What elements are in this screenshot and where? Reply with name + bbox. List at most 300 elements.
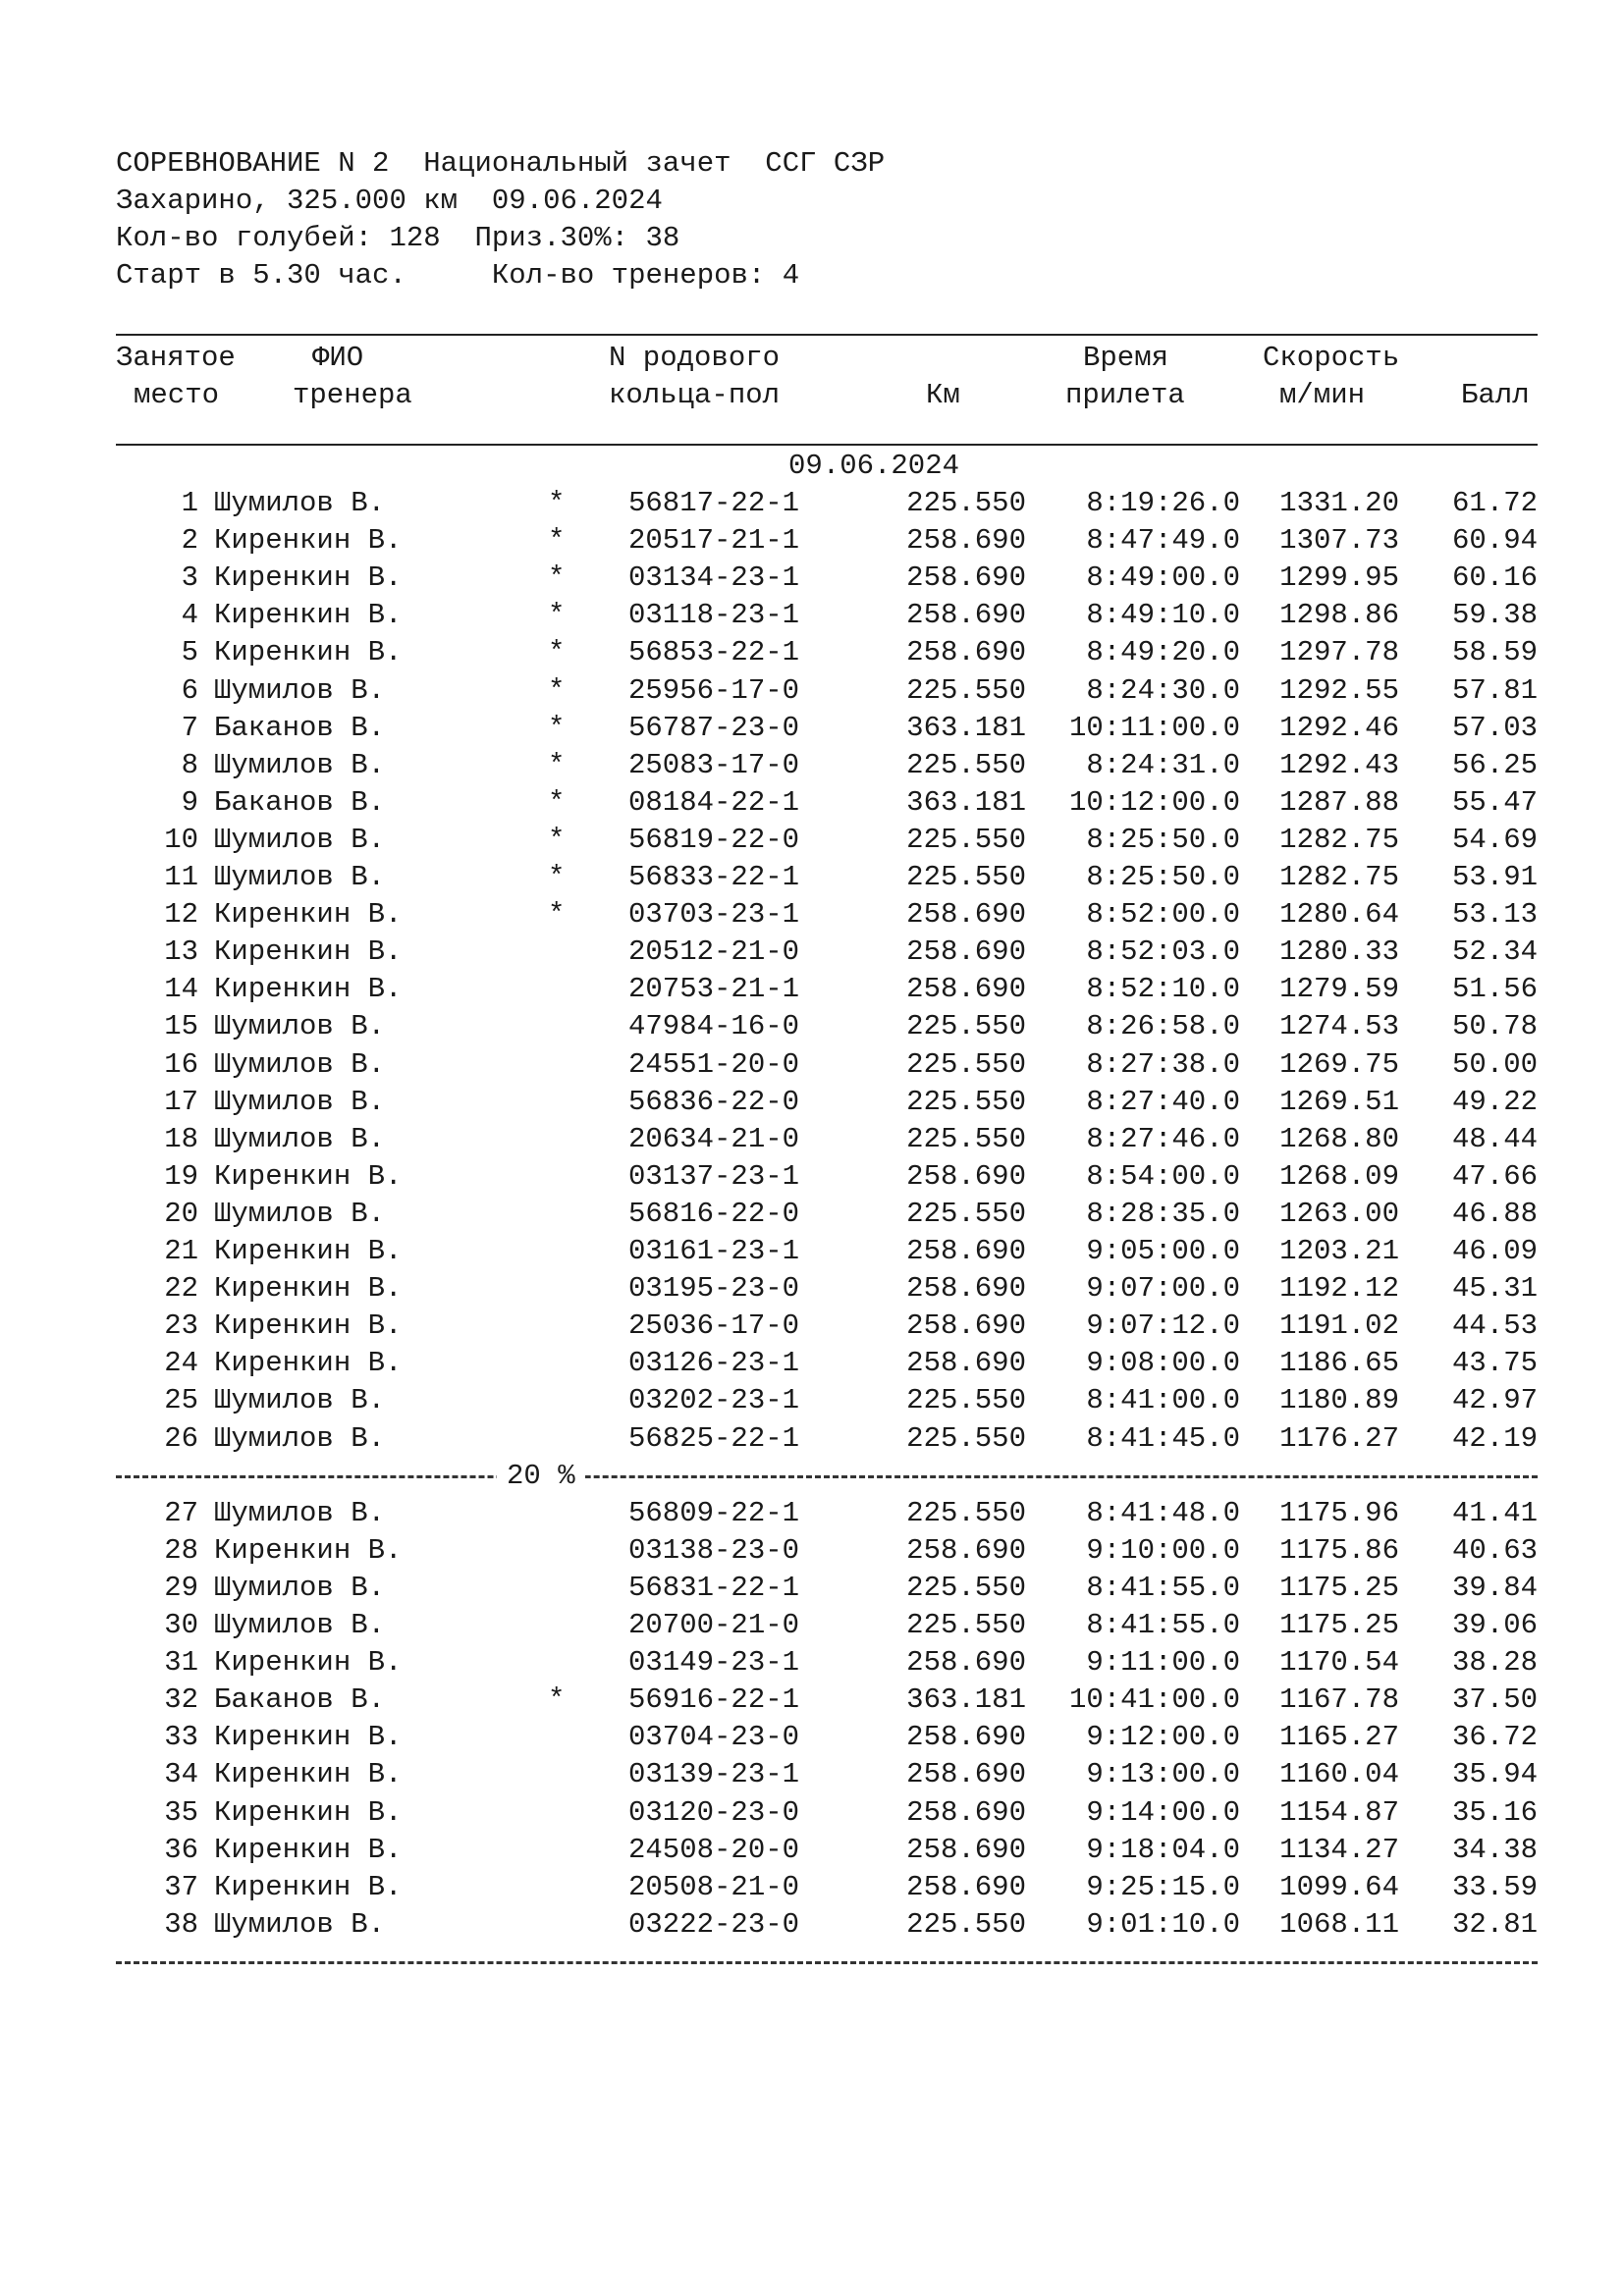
header-bottom-rule bbox=[116, 444, 1538, 446]
place-cell: 12 bbox=[164, 898, 198, 932]
points-cell: 44.53 bbox=[1451, 1309, 1538, 1343]
distance-cell: 258.690 bbox=[906, 1758, 1026, 1791]
arrival-time-cell: 8:26:58.0 bbox=[1086, 1010, 1240, 1043]
arrival-time-cell: 9:08:00.0 bbox=[1086, 1347, 1240, 1380]
ring-number-cell: 56833-22-1 bbox=[628, 861, 800, 893]
place-cell: 38 bbox=[164, 1907, 198, 1941]
distance-cell: 225.550 bbox=[906, 487, 1026, 519]
star-marker-cell: * bbox=[548, 673, 566, 707]
arrival-time-cell: 9:12:00.0 bbox=[1086, 1721, 1240, 1754]
arrival-time-cell: 8:41:45.0 bbox=[1086, 1421, 1240, 1455]
ring-number-cell: 20634-21-0 bbox=[628, 1122, 800, 1155]
star-marker-cell: * bbox=[548, 785, 566, 819]
table-row bbox=[116, 485, 1540, 522]
arrival-time-cell: 8:49:10.0 bbox=[1086, 599, 1240, 632]
place-cell: 2 bbox=[181, 524, 198, 558]
points-cell: 43.75 bbox=[1451, 1347, 1538, 1380]
arrival-time-cell: 8:25:50.0 bbox=[1086, 823, 1240, 856]
table-row bbox=[116, 1869, 1540, 1906]
table-row bbox=[116, 1756, 1540, 1793]
table-row bbox=[116, 1906, 1540, 1944]
place-cell: 4 bbox=[181, 599, 198, 632]
table-row bbox=[116, 747, 1540, 784]
arrival-time-cell: 9:13:00.0 bbox=[1086, 1758, 1240, 1791]
speed-cell: 1282.75 bbox=[1279, 861, 1399, 893]
distance-cell: 258.690 bbox=[906, 973, 1026, 1006]
top-rule bbox=[116, 334, 1538, 336]
points-cell: 53.91 bbox=[1451, 861, 1538, 893]
distance-cell: 258.690 bbox=[906, 1870, 1026, 1903]
points-cell: 34.38 bbox=[1451, 1833, 1538, 1866]
points-cell: 61.72 bbox=[1451, 487, 1538, 519]
distance-cell: 363.181 bbox=[906, 1683, 1026, 1717]
speed-cell: 1186.65 bbox=[1279, 1347, 1399, 1380]
ring-number-cell: 03703-23-1 bbox=[628, 898, 800, 932]
ring-number-cell: 56817-22-1 bbox=[628, 487, 800, 519]
speed-cell: 1175.86 bbox=[1279, 1533, 1399, 1567]
distance-cell: 225.550 bbox=[906, 1609, 1026, 1641]
ring-number-cell: 08184-22-1 bbox=[628, 785, 800, 819]
place-cell: 16 bbox=[164, 1047, 198, 1081]
trainer-name-cell: Шумилов В. bbox=[214, 1421, 386, 1455]
points-cell: 39.84 bbox=[1451, 1571, 1538, 1604]
points-cell: 32.81 bbox=[1451, 1907, 1538, 1941]
ring-number-cell: 03120-23-0 bbox=[628, 1795, 800, 1829]
ring-number-cell: 03126-23-1 bbox=[628, 1347, 800, 1380]
trainer-name-cell: Киренкин В. bbox=[214, 524, 403, 558]
star-marker-cell: * bbox=[548, 524, 566, 558]
distance-cell: 225.550 bbox=[906, 1496, 1026, 1529]
arrival-time-cell: 8:49:20.0 bbox=[1086, 636, 1240, 669]
end-separator-dashes bbox=[116, 1961, 1538, 1964]
date-label: 09.06.2024 bbox=[787, 450, 960, 482]
place-cell: 18 bbox=[164, 1122, 198, 1155]
distance-cell: 225.550 bbox=[906, 1907, 1026, 1941]
speed-cell: 1176.27 bbox=[1279, 1421, 1399, 1455]
distance-cell: 258.690 bbox=[906, 1309, 1026, 1343]
arrival-time-cell: 8:54:00.0 bbox=[1086, 1159, 1240, 1193]
speed-cell: 1068.11 bbox=[1279, 1907, 1399, 1941]
results-document bbox=[116, 145, 1540, 1941]
col-place-line2: место bbox=[134, 379, 220, 411]
trainer-name-cell: Шумилов В. bbox=[214, 1907, 386, 1941]
arrival-time-cell: 8:41:55.0 bbox=[1086, 1571, 1240, 1604]
points-cell: 49.22 bbox=[1451, 1085, 1538, 1118]
points-cell: 38.28 bbox=[1451, 1646, 1538, 1680]
speed-cell: 1268.09 bbox=[1279, 1159, 1399, 1193]
arrival-time-cell: 9:05:00.0 bbox=[1086, 1235, 1240, 1267]
place-cell: 36 bbox=[164, 1833, 198, 1866]
percent-separator bbox=[116, 1458, 1540, 1495]
distance-cell: 258.690 bbox=[906, 1347, 1026, 1380]
place-cell: 35 bbox=[164, 1795, 198, 1829]
place-cell: 10 bbox=[164, 823, 198, 856]
trainer-name-cell: Шумилов В. bbox=[214, 1010, 386, 1043]
place-cell: 31 bbox=[164, 1646, 198, 1680]
table-row bbox=[116, 1532, 1540, 1570]
table-row bbox=[116, 971, 1540, 1008]
points-cell: 35.16 bbox=[1451, 1795, 1538, 1829]
trainer-name-cell: Шумилов В. bbox=[214, 1571, 386, 1604]
arrival-time-cell: 8:41:55.0 bbox=[1086, 1609, 1240, 1641]
points-cell: 46.09 bbox=[1451, 1235, 1538, 1267]
arrival-time-cell: 8:19:26.0 bbox=[1086, 487, 1240, 519]
speed-cell: 1292.55 bbox=[1279, 673, 1399, 707]
trainer-name-cell: Киренкин В. bbox=[214, 1721, 403, 1754]
distance-cell: 225.550 bbox=[906, 1047, 1026, 1081]
points-cell: 47.66 bbox=[1451, 1159, 1538, 1193]
star-marker-cell: * bbox=[548, 487, 566, 519]
arrival-time-cell: 8:24:30.0 bbox=[1086, 673, 1240, 707]
trainer-name-cell: Шумилов В. bbox=[214, 1197, 386, 1230]
speed-cell: 1154.87 bbox=[1279, 1795, 1399, 1829]
trainer-name-cell: Шумилов В. bbox=[214, 1496, 386, 1529]
distance-cell: 225.550 bbox=[906, 1085, 1026, 1118]
col-name-line1: ФИО bbox=[312, 342, 364, 374]
ring-number-cell: 03118-23-1 bbox=[628, 599, 800, 632]
ring-number-cell: 47984-16-0 bbox=[628, 1010, 800, 1043]
points-cell: 40.63 bbox=[1451, 1533, 1538, 1567]
points-cell: 39.06 bbox=[1451, 1609, 1538, 1641]
trainer-name-cell: Баканов В. bbox=[214, 1683, 386, 1717]
points-cell: 53.13 bbox=[1451, 898, 1538, 932]
arrival-time-cell: 8:49:00.0 bbox=[1086, 561, 1240, 595]
points-cell: 60.94 bbox=[1451, 524, 1538, 558]
distance-cell: 258.690 bbox=[906, 1795, 1026, 1829]
table-row bbox=[116, 1308, 1540, 1345]
points-cell: 57.81 bbox=[1451, 673, 1538, 707]
distance-cell: 225.550 bbox=[906, 1421, 1026, 1455]
table-row bbox=[116, 1607, 1540, 1644]
speed-cell: 1175.25 bbox=[1279, 1571, 1399, 1604]
trainer-name-cell: Киренкин В. bbox=[214, 599, 403, 632]
table-row bbox=[116, 1495, 1540, 1532]
points-cell: 42.19 bbox=[1451, 1421, 1538, 1455]
star-marker-cell: * bbox=[548, 823, 566, 856]
table-row bbox=[116, 1420, 1540, 1458]
table-row bbox=[116, 634, 1540, 671]
col-speed-line2: м/мин bbox=[1279, 379, 1366, 411]
ring-number-cell: 25083-17-0 bbox=[628, 748, 800, 781]
trainer-name-cell: Баканов В. bbox=[214, 785, 386, 819]
table-row bbox=[116, 1382, 1540, 1419]
arrival-time-cell: 8:52:10.0 bbox=[1086, 973, 1240, 1006]
points-cell: 54.69 bbox=[1451, 823, 1538, 856]
table-row bbox=[116, 822, 1540, 859]
distance-cell: 225.550 bbox=[906, 861, 1026, 893]
trainer-name-cell: Шумилов В. bbox=[214, 673, 386, 707]
ring-number-cell: 03134-23-1 bbox=[628, 561, 800, 595]
trainer-name-cell: Шумилов В. bbox=[214, 1122, 386, 1155]
ring-number-cell: 25956-17-0 bbox=[628, 673, 800, 707]
ring-number-cell: 03202-23-1 bbox=[628, 1384, 800, 1417]
place-cell: 26 bbox=[164, 1421, 198, 1455]
table-row bbox=[116, 1270, 1540, 1308]
place-cell: 33 bbox=[164, 1721, 198, 1754]
trainer-name-cell: Киренкин В. bbox=[214, 1272, 403, 1306]
place-cell: 14 bbox=[164, 973, 198, 1006]
arrival-time-cell: 9:11:00.0 bbox=[1086, 1646, 1240, 1680]
trainer-name-cell: Киренкин В. bbox=[214, 1533, 403, 1567]
ring-number-cell: 03138-23-0 bbox=[628, 1533, 800, 1567]
table-row bbox=[116, 560, 1540, 597]
arrival-time-cell: 8:52:03.0 bbox=[1086, 935, 1240, 969]
place-cell: 22 bbox=[164, 1272, 198, 1306]
arrival-time-cell: 8:27:40.0 bbox=[1086, 1085, 1240, 1118]
arrival-time-cell: 9:10:00.0 bbox=[1086, 1533, 1240, 1567]
table-row bbox=[116, 1196, 1540, 1233]
place-cell: 20 bbox=[164, 1197, 198, 1230]
separator-label: 20 % bbox=[497, 1458, 585, 1495]
points-cell: 46.88 bbox=[1451, 1197, 1538, 1230]
place-cell: 9 bbox=[181, 785, 198, 819]
table-row bbox=[116, 1008, 1540, 1045]
distance-cell: 258.690 bbox=[906, 1159, 1026, 1193]
place-cell: 8 bbox=[181, 748, 198, 781]
ring-number-cell: 56853-22-1 bbox=[628, 636, 800, 669]
place-cell: 27 bbox=[164, 1496, 198, 1529]
trainer-name-cell: Киренкин В. bbox=[214, 1309, 403, 1343]
arrival-time-cell: 8:28:35.0 bbox=[1086, 1197, 1240, 1230]
points-cell: 35.94 bbox=[1451, 1758, 1538, 1791]
speed-cell: 1287.88 bbox=[1279, 785, 1399, 819]
ring-number-cell: 03137-23-1 bbox=[628, 1159, 800, 1193]
ring-number-cell: 56819-22-0 bbox=[628, 823, 800, 856]
points-cell: 33.59 bbox=[1451, 1870, 1538, 1903]
speed-cell: 1282.75 bbox=[1279, 823, 1399, 856]
arrival-time-cell: 10:12:00.0 bbox=[1068, 785, 1240, 819]
speed-cell: 1134.27 bbox=[1279, 1833, 1399, 1866]
distance-cell: 258.690 bbox=[906, 935, 1026, 969]
ring-number-cell: 20700-21-0 bbox=[628, 1609, 800, 1641]
place-cell: 6 bbox=[181, 673, 198, 707]
distance-cell: 258.690 bbox=[906, 599, 1026, 632]
trainer-name-cell: Шумилов В. bbox=[214, 1609, 386, 1641]
points-cell: 52.34 bbox=[1451, 935, 1538, 969]
table-row bbox=[116, 784, 1540, 822]
arrival-time-cell: 8:41:48.0 bbox=[1086, 1496, 1240, 1529]
col-time-line1: Время bbox=[1083, 342, 1169, 374]
ring-number-cell: 03222-23-0 bbox=[628, 1907, 800, 1941]
points-cell: 50.00 bbox=[1451, 1047, 1538, 1081]
speed-cell: 1274.53 bbox=[1279, 1010, 1399, 1043]
speed-cell: 1175.25 bbox=[1279, 1609, 1399, 1641]
header-line-3: Кол-во голубей: 128 Приз.30%: 38 bbox=[116, 222, 680, 254]
place-cell: 7 bbox=[181, 711, 198, 744]
distance-cell: 258.690 bbox=[906, 1721, 1026, 1754]
table-row bbox=[116, 1046, 1540, 1084]
distance-cell: 258.690 bbox=[906, 1272, 1026, 1306]
table-row bbox=[116, 710, 1540, 747]
arrival-time-cell: 9:25:15.0 bbox=[1086, 1870, 1240, 1903]
trainer-name-cell: Киренкин В. bbox=[214, 1646, 403, 1680]
place-cell: 15 bbox=[164, 1010, 198, 1043]
table-row bbox=[116, 1570, 1540, 1607]
speed-cell: 1180.89 bbox=[1279, 1384, 1399, 1417]
separator-dashes bbox=[116, 1475, 1538, 1478]
place-cell: 37 bbox=[164, 1870, 198, 1903]
arrival-time-cell: 9:07:00.0 bbox=[1086, 1272, 1240, 1306]
points-cell: 59.38 bbox=[1451, 599, 1538, 632]
header-line-4: Старт в 5.30 час. Кол-во тренеров: 4 bbox=[116, 259, 800, 292]
table-row bbox=[116, 859, 1540, 896]
place-cell: 25 bbox=[164, 1384, 198, 1417]
distance-cell: 258.690 bbox=[906, 524, 1026, 558]
table-row bbox=[116, 1084, 1540, 1121]
ring-number-cell: 20508-21-0 bbox=[628, 1870, 800, 1903]
distance-cell: 258.690 bbox=[906, 561, 1026, 595]
col-speed-line1: Скорость bbox=[1263, 342, 1400, 374]
star-marker-cell: * bbox=[548, 561, 566, 595]
points-cell: 50.78 bbox=[1451, 1010, 1538, 1043]
speed-cell: 1160.04 bbox=[1279, 1758, 1399, 1791]
trainer-name-cell: Киренкин В. bbox=[214, 1758, 403, 1791]
arrival-time-cell: 8:41:00.0 bbox=[1086, 1384, 1240, 1417]
speed-cell: 1167.78 bbox=[1279, 1683, 1399, 1717]
distance-cell: 258.690 bbox=[906, 1235, 1026, 1267]
distance-cell: 225.550 bbox=[906, 1010, 1026, 1043]
header-line-2: Захарино, 325.000 км 09.06.2024 bbox=[116, 185, 663, 217]
arrival-time-cell: 9:14:00.0 bbox=[1086, 1795, 1240, 1829]
arrival-time-cell: 8:47:49.0 bbox=[1086, 524, 1240, 558]
trainer-name-cell: Киренкин В. bbox=[214, 935, 403, 969]
distance-cell: 258.690 bbox=[906, 636, 1026, 669]
trainer-name-cell: Киренкин В. bbox=[214, 636, 403, 669]
col-points: Балл bbox=[1461, 379, 1530, 411]
speed-cell: 1280.33 bbox=[1279, 935, 1399, 969]
distance-cell: 225.550 bbox=[906, 1384, 1026, 1417]
arrival-time-cell: 8:27:38.0 bbox=[1086, 1047, 1240, 1081]
ring-number-cell: 25036-17-0 bbox=[628, 1309, 800, 1343]
ring-number-cell: 20753-21-1 bbox=[628, 973, 800, 1006]
place-cell: 17 bbox=[164, 1085, 198, 1118]
speed-cell: 1292.46 bbox=[1279, 711, 1399, 744]
points-cell: 55.47 bbox=[1451, 785, 1538, 819]
speed-cell: 1299.95 bbox=[1279, 561, 1399, 595]
table-row bbox=[116, 934, 1540, 971]
arrival-time-cell: 10:41:00.0 bbox=[1068, 1683, 1240, 1717]
speed-cell: 1331.20 bbox=[1279, 487, 1399, 519]
table-row bbox=[116, 1345, 1540, 1382]
distance-cell: 363.181 bbox=[906, 711, 1026, 744]
place-cell: 21 bbox=[164, 1235, 198, 1267]
arrival-time-cell: 9:01:10.0 bbox=[1086, 1907, 1240, 1941]
place-cell: 13 bbox=[164, 935, 198, 969]
ring-number-cell: 56787-23-0 bbox=[628, 711, 800, 744]
distance-cell: 363.181 bbox=[906, 785, 1026, 819]
distance-cell: 225.550 bbox=[906, 673, 1026, 707]
ring-number-cell: 20517-21-1 bbox=[628, 524, 800, 558]
speed-cell: 1292.43 bbox=[1279, 748, 1399, 781]
distance-cell: 225.550 bbox=[906, 823, 1026, 856]
points-cell: 58.59 bbox=[1451, 636, 1538, 669]
points-cell: 51.56 bbox=[1451, 973, 1538, 1006]
speed-cell: 1263.00 bbox=[1279, 1197, 1399, 1230]
place-cell: 19 bbox=[164, 1159, 198, 1193]
ring-number-cell: 56809-22-1 bbox=[628, 1496, 800, 1529]
trainer-name-cell: Шумилов В. bbox=[214, 1384, 386, 1417]
ring-number-cell: 03149-23-1 bbox=[628, 1646, 800, 1680]
arrival-time-cell: 8:27:46.0 bbox=[1086, 1122, 1240, 1155]
trainer-name-cell: Киренкин В. bbox=[214, 1870, 403, 1903]
speed-cell: 1175.96 bbox=[1279, 1496, 1399, 1529]
ring-number-cell: 24508-20-0 bbox=[628, 1833, 800, 1866]
place-cell: 1 bbox=[181, 487, 198, 519]
speed-cell: 1203.21 bbox=[1279, 1235, 1399, 1267]
arrival-time-cell: 9:07:12.0 bbox=[1086, 1309, 1240, 1343]
star-marker-cell: * bbox=[548, 711, 566, 744]
table-row bbox=[116, 1832, 1540, 1869]
trainer-name-cell: Киренкин В. bbox=[214, 1235, 403, 1267]
speed-cell: 1191.02 bbox=[1279, 1309, 1399, 1343]
star-marker-cell: * bbox=[548, 1683, 566, 1717]
ring-number-cell: 56916-22-1 bbox=[628, 1683, 800, 1717]
header-line-1: СОРЕВНОВАНИЕ N 2 Национальный зачет ССГ СЗР bbox=[116, 147, 886, 180]
speed-cell: 1279.59 bbox=[1279, 973, 1399, 1006]
place-cell: 11 bbox=[164, 861, 198, 893]
points-cell: 56.25 bbox=[1451, 748, 1538, 781]
table-row bbox=[116, 1682, 1540, 1719]
table-row bbox=[116, 597, 1540, 634]
place-cell: 30 bbox=[164, 1609, 198, 1641]
points-cell: 36.72 bbox=[1451, 1721, 1538, 1754]
trainer-name-cell: Киренкин В. bbox=[214, 1833, 403, 1866]
place-cell: 5 bbox=[181, 636, 198, 669]
speed-cell: 1170.54 bbox=[1279, 1646, 1399, 1680]
distance-cell: 258.690 bbox=[906, 1833, 1026, 1866]
place-cell: 23 bbox=[164, 1309, 198, 1343]
points-cell: 48.44 bbox=[1451, 1122, 1538, 1155]
distance-cell: 225.550 bbox=[906, 1571, 1026, 1604]
speed-cell: 1192.12 bbox=[1279, 1272, 1399, 1306]
arrival-time-cell: 8:52:00.0 bbox=[1086, 898, 1240, 932]
ring-number-cell: 03161-23-1 bbox=[628, 1235, 800, 1267]
trainer-name-cell: Киренкин В. bbox=[214, 973, 403, 1006]
distance-cell: 225.550 bbox=[906, 1197, 1026, 1230]
trainer-name-cell: Киренкин В. bbox=[214, 1795, 403, 1829]
ring-number-cell: 03195-23-0 bbox=[628, 1272, 800, 1306]
ring-number-cell: 56836-22-0 bbox=[628, 1085, 800, 1118]
ring-number-cell: 03704-23-0 bbox=[628, 1721, 800, 1754]
speed-cell: 1280.64 bbox=[1279, 898, 1399, 932]
table-row bbox=[116, 1644, 1540, 1682]
speed-cell: 1307.73 bbox=[1279, 524, 1399, 558]
place-cell: 24 bbox=[164, 1347, 198, 1380]
trainer-name-cell: Шумилов В. bbox=[214, 823, 386, 856]
arrival-time-cell: 8:24:31.0 bbox=[1086, 748, 1240, 781]
points-cell: 42.97 bbox=[1451, 1384, 1538, 1417]
star-marker-cell: * bbox=[548, 748, 566, 781]
speed-cell: 1297.78 bbox=[1279, 636, 1399, 669]
distance-cell: 258.690 bbox=[906, 1533, 1026, 1567]
trainer-name-cell: Шумилов В. bbox=[214, 487, 386, 519]
table-row bbox=[116, 672, 1540, 710]
speed-cell: 1099.64 bbox=[1279, 1870, 1399, 1903]
col-name-line2: тренера bbox=[293, 379, 412, 411]
table-row bbox=[116, 1719, 1540, 1756]
trainer-name-cell: Киренкин В. bbox=[214, 1347, 403, 1380]
speed-cell: 1268.80 bbox=[1279, 1122, 1399, 1155]
place-cell: 3 bbox=[181, 561, 198, 595]
col-place-line1: Занятое bbox=[116, 342, 236, 374]
arrival-time-cell: 8:25:50.0 bbox=[1086, 861, 1240, 893]
col-ring-line1: N родового bbox=[609, 342, 781, 374]
arrival-time-cell: 9:18:04.0 bbox=[1086, 1833, 1240, 1866]
ring-number-cell: 03139-23-1 bbox=[628, 1758, 800, 1791]
speed-cell: 1298.86 bbox=[1279, 599, 1399, 632]
place-cell: 28 bbox=[164, 1533, 198, 1567]
points-cell: 41.41 bbox=[1451, 1496, 1538, 1529]
